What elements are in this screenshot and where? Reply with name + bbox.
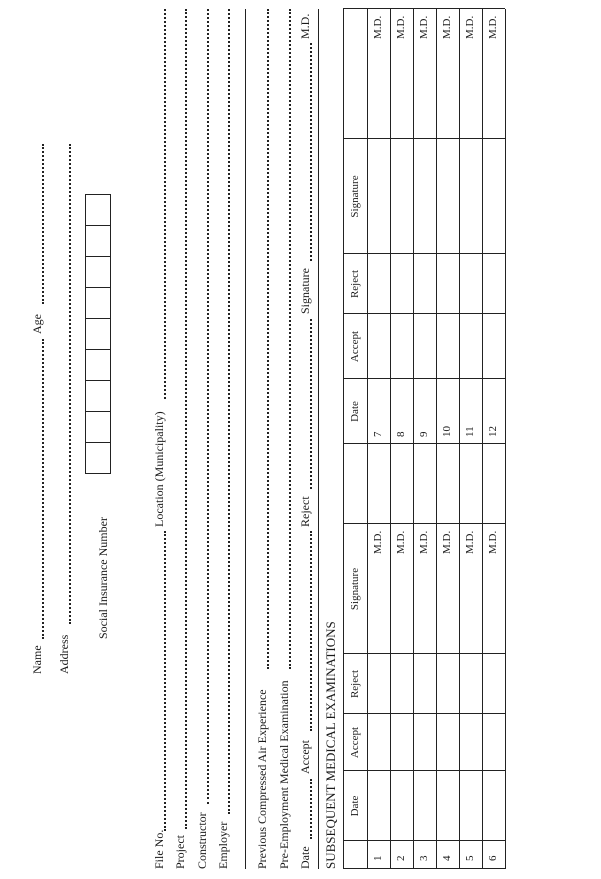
table-column-line bbox=[343, 653, 505, 654]
md-label: M.D. bbox=[372, 15, 384, 39]
file-no-label: File No. bbox=[152, 829, 166, 869]
row-number: 5 bbox=[464, 855, 476, 861]
signature-md: M.D. bbox=[298, 13, 312, 39]
row-number: 1 bbox=[372, 855, 384, 861]
constructor-label: Constructor bbox=[195, 812, 209, 869]
pre-employment-label: Pre-Employment Medical Examination bbox=[277, 680, 291, 869]
sin-box[interactable] bbox=[85, 411, 111, 443]
sin-box[interactable] bbox=[85, 287, 111, 319]
divider-2 bbox=[318, 9, 319, 869]
pre-employment-dots bbox=[289, 9, 291, 669]
sin-box[interactable] bbox=[85, 194, 111, 226]
row-number: 7 bbox=[372, 431, 384, 437]
age-dots bbox=[42, 144, 44, 304]
reject-label: Reject bbox=[298, 496, 312, 527]
row-number: 12 bbox=[487, 426, 499, 437]
row-number: 6 bbox=[487, 855, 499, 861]
table-header-signature: Signature bbox=[349, 567, 361, 611]
table-header-signature: Signature bbox=[349, 175, 361, 218]
table-header-accept: Accept bbox=[349, 330, 361, 363]
table-column-line bbox=[343, 253, 505, 254]
table-column-line bbox=[343, 840, 505, 841]
sin-box[interactable] bbox=[85, 380, 111, 412]
table-header-reject: Reject bbox=[349, 669, 361, 699]
employer-dots bbox=[228, 9, 230, 814]
table-row-line bbox=[505, 9, 506, 869]
prev-experience-label: Previous Compressed Air Experience bbox=[255, 689, 269, 869]
location-label: Location (Municipality) bbox=[152, 411, 166, 527]
accept-dots bbox=[310, 531, 312, 731]
table-header-accept: Accept bbox=[349, 726, 361, 759]
date-label: Date bbox=[298, 846, 312, 869]
date-dots bbox=[310, 779, 312, 839]
sin-box[interactable] bbox=[85, 318, 111, 350]
md-label: M.D. bbox=[395, 15, 407, 39]
table-column-line bbox=[343, 443, 505, 444]
table-column-line bbox=[343, 313, 505, 314]
table-column-line bbox=[343, 713, 505, 714]
table-column-line bbox=[343, 378, 505, 379]
sin-box[interactable] bbox=[85, 225, 111, 257]
table-column-line bbox=[343, 523, 505, 524]
address-label: Address bbox=[57, 634, 71, 674]
table-column-line bbox=[343, 770, 505, 771]
md-label: M.D. bbox=[464, 530, 476, 554]
md-label: M.D. bbox=[418, 530, 430, 554]
reject-dots bbox=[310, 319, 312, 489]
table-header-date: Date bbox=[349, 401, 361, 422]
signature-label: Signature bbox=[298, 268, 312, 314]
row-number: 2 bbox=[395, 855, 407, 861]
md-label: M.D. bbox=[441, 15, 453, 39]
md-label: M.D. bbox=[395, 530, 407, 554]
location-dots bbox=[164, 9, 166, 399]
accept-label: Accept bbox=[298, 740, 312, 774]
sin-box[interactable] bbox=[85, 442, 111, 474]
table-header-date: Date bbox=[349, 795, 361, 817]
row-number: 8 bbox=[395, 431, 407, 437]
signature-dots bbox=[310, 43, 312, 261]
table-column-line bbox=[343, 8, 505, 9]
sin-box[interactable] bbox=[85, 256, 111, 288]
project-dots bbox=[185, 9, 187, 829]
prev-experience-dots bbox=[267, 9, 269, 669]
md-label: M.D. bbox=[441, 530, 453, 554]
address-dots bbox=[69, 144, 71, 624]
file-no-dots bbox=[164, 531, 166, 831]
subsequent-title: SUBSEQUENT MEDICAL EXAMINATIONS bbox=[323, 621, 338, 869]
row-number: 3 bbox=[418, 855, 430, 861]
divider-1 bbox=[245, 9, 246, 869]
md-label: M.D. bbox=[487, 15, 499, 39]
md-label: M.D. bbox=[418, 15, 430, 39]
md-label: M.D. bbox=[487, 530, 499, 554]
table-header-reject: Reject bbox=[349, 269, 361, 299]
row-number: 4 bbox=[441, 855, 453, 861]
row-number: 11 bbox=[464, 426, 476, 437]
name-label: Name bbox=[30, 645, 44, 674]
row-number: 9 bbox=[418, 431, 430, 437]
row-number: 10 bbox=[441, 426, 453, 437]
sin-label: Social Insurance Number bbox=[96, 517, 110, 639]
table-column-line bbox=[343, 138, 505, 139]
name-dots bbox=[42, 339, 44, 639]
age-label: Age bbox=[30, 314, 44, 334]
md-label: M.D. bbox=[464, 15, 476, 39]
md-label: M.D. bbox=[372, 530, 384, 554]
constructor-dots bbox=[207, 9, 209, 804]
employer-label: Employer bbox=[216, 821, 230, 869]
table-column-line bbox=[343, 868, 505, 869]
project-label: Project bbox=[173, 835, 187, 869]
sin-box[interactable] bbox=[85, 349, 111, 381]
